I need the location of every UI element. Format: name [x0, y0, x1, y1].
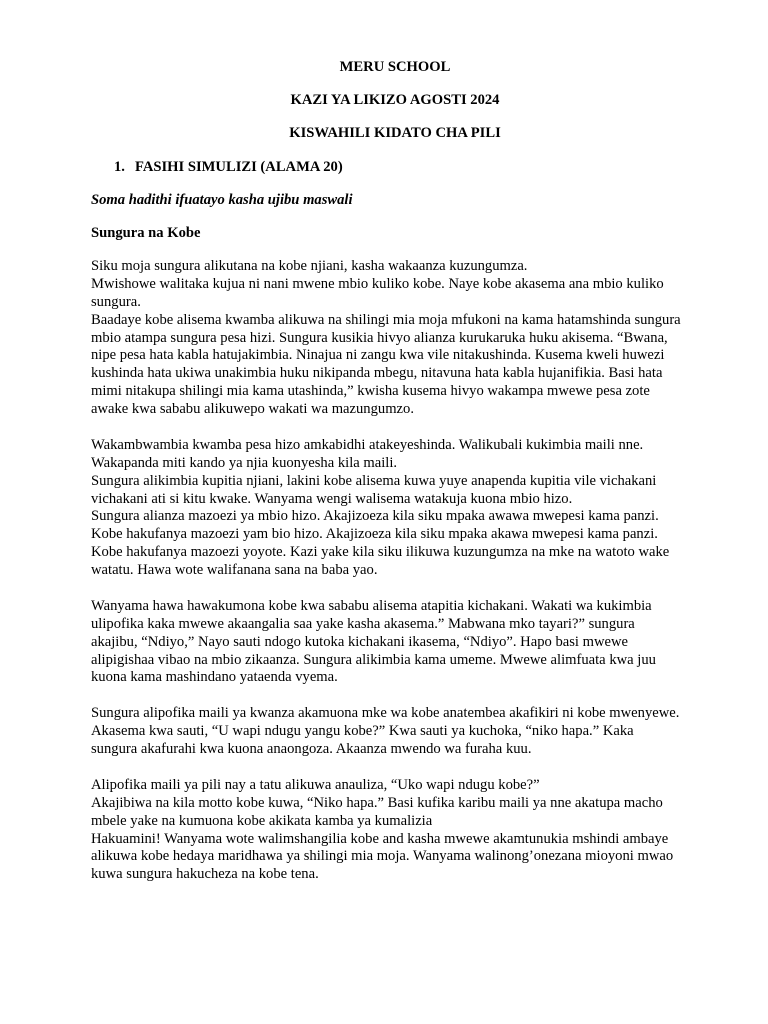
school-name-heading: MERU SCHOOL [339, 59, 451, 75]
story-line: Akajibiwa na kila motto kobe kuwa, “Niko hapa.” Basi kufika karibu maili ya nne akatupa macho [91, 794, 663, 811]
story-line: akajibu, “Ndiyo,” Nayo sauti ndogo kutoka kichakani ikasema, “Ndiyo”. Hapo basi mwewe [91, 633, 628, 650]
story-line: Sungura alikimbia kupitia njiani, lakini kobe alisema kuwa yuye anapenda kupitia vile vichakani [91, 472, 657, 489]
story-line: Kobe hakufanya mazoezi yam bio hizo. Akajizoeza kila siku mpaka akawa mwepesi kama panzi. [91, 526, 658, 543]
story-paragraph [91, 777, 711, 884]
story-line: nipe pesa hata kabla hatujakimbia. Ninajua ni zangu kwa vile nitakushinda. Kusema kweli huwezi [91, 347, 665, 364]
subject-heading: KISWAHILI KIDATO CHA PILI [289, 125, 501, 141]
story-line: mbele yake na kumuona kobe akikata kamba ya kumalizia [91, 812, 433, 829]
story-paragraph [91, 258, 711, 419]
story-line: Baadaye kobe alisema kwamba alikuwa na shilingi mia moja mfukoni na kama hatamshinda sungura [91, 311, 681, 328]
story-line: kuona kama mashindano yataenda vyema. [91, 669, 338, 686]
story-line: alipigishaa vibao na mbio zikaanza. Sungura alikimbia kama umeme. Mwewe alimfuata kwa juu [91, 651, 656, 668]
paragraph-gap [91, 687, 711, 705]
story-paragraph [91, 705, 711, 759]
story-line: Akasema kwa sauti, “U wapi ndugu yangu kobe?” Kwa sauti ya kuchoka, “niko hapa.” Kaka [91, 723, 634, 740]
story-line: Alipofika maili ya pili nay a tatu alikuwa anauliza, “Uko wapi ndugu kobe?” [91, 776, 540, 793]
story-line: alikuwa kobe hedaya maridhawa ya shilingi mia moja. Wanyama walinong’onezana mioyoni mwao [91, 848, 674, 865]
story-line: sungura akafurahi kwa kuona anaongoza. Akaanza mwendo wa furaha kuu. [91, 741, 532, 758]
story-line: Hakuamini! Wanyama wote walimshangilia kobe and kasha mwewe akamtunukia mshindi ambaye [91, 830, 669, 847]
story-line: vichakani ati si kitu kwake. Wanyama wengi walisema watakuja kuona mbio hizo. [91, 490, 573, 507]
story-line: mbio atampa sungura pesa hizi. Sungura kusikia hivyo alianza kurukaruka huku akisema. “Bwana, [91, 329, 668, 346]
paragraph-gap [91, 419, 711, 437]
story-line: Wakapanda miti kando ya njia kuonyesha kila maili. [91, 454, 398, 471]
section-number: 1. [114, 159, 125, 175]
paragraph-gap [91, 580, 711, 598]
story-paragraph [91, 437, 711, 580]
story-line: Sungura alianza mazoezi ya mbio hizo. Akajizoeza kila siku mpaka awawa mwepesi kama panzi. [91, 508, 659, 525]
story-line: Kobe hakufanya mazoezi yoyote. Kazi yake kila siku ilikuwa kuzungumza na mke na watoto wake [91, 544, 670, 561]
story-line: sungura. [91, 293, 141, 310]
story-line: Siku moja sungura alikutana na kobe njiani, kasha wakaanza kuzungumza. [91, 258, 528, 274]
story-line: watatu. Hawa wote walifanana sana na baba yao. [91, 562, 378, 579]
story-line: Wanyama hawa hawakumona kobe kwa sababu alisema atapitia kichakani. Wakati wa kukimbia [91, 597, 652, 614]
story-title: Sungura na Kobe [91, 225, 201, 241]
story-line: kuwa sungura hakucheza na kobe tena. [91, 866, 319, 883]
story-body [91, 258, 711, 884]
paragraph-gap [91, 759, 711, 777]
story-line: Mwishowe walitaka kujua ni nani mwene mbio kuliko kobe. Naye kobe akasema ana mbio kuliko [91, 275, 664, 292]
story-line: Wakambwambia kwamba pesa hizo amkabidhi atakeyeshinda. Walikubali kukimbia maili nne. [91, 436, 644, 453]
story-line: mimi nitakupa shilingi mia kama utashinda,” kwisha kusema hivyo wakampa mwewe pesa zote [91, 383, 650, 400]
story-paragraph [91, 598, 711, 687]
story-line: kushinda hata ukiwa unakimbia huku nikipanda mbegu, nitavuna hata kabla hujanifikia. Basi hata [91, 365, 663, 382]
story-line: Sungura alipofika maili ya kwanza akamuona mke wa kobe anatembea akafikiri ni kobe mwenyewe. [91, 705, 680, 722]
instruction-text: Soma hadithi ifuatayo kasha ujibu maswali [91, 192, 353, 208]
story-line: ulipofika kaka mwewe akaangalia saa yake kasha akasema.” Mabwana mko tayari?” sungura [91, 615, 635, 632]
story-line: awake kwa sababu alikuwepo wakati wa mazungumzo. [91, 401, 414, 418]
section-title: FASIHI SIMULIZI (ALAMA 20) [135, 159, 343, 175]
assignment-heading: KAZI YA LIKIZO AGOSTI 2024 [290, 92, 500, 108]
